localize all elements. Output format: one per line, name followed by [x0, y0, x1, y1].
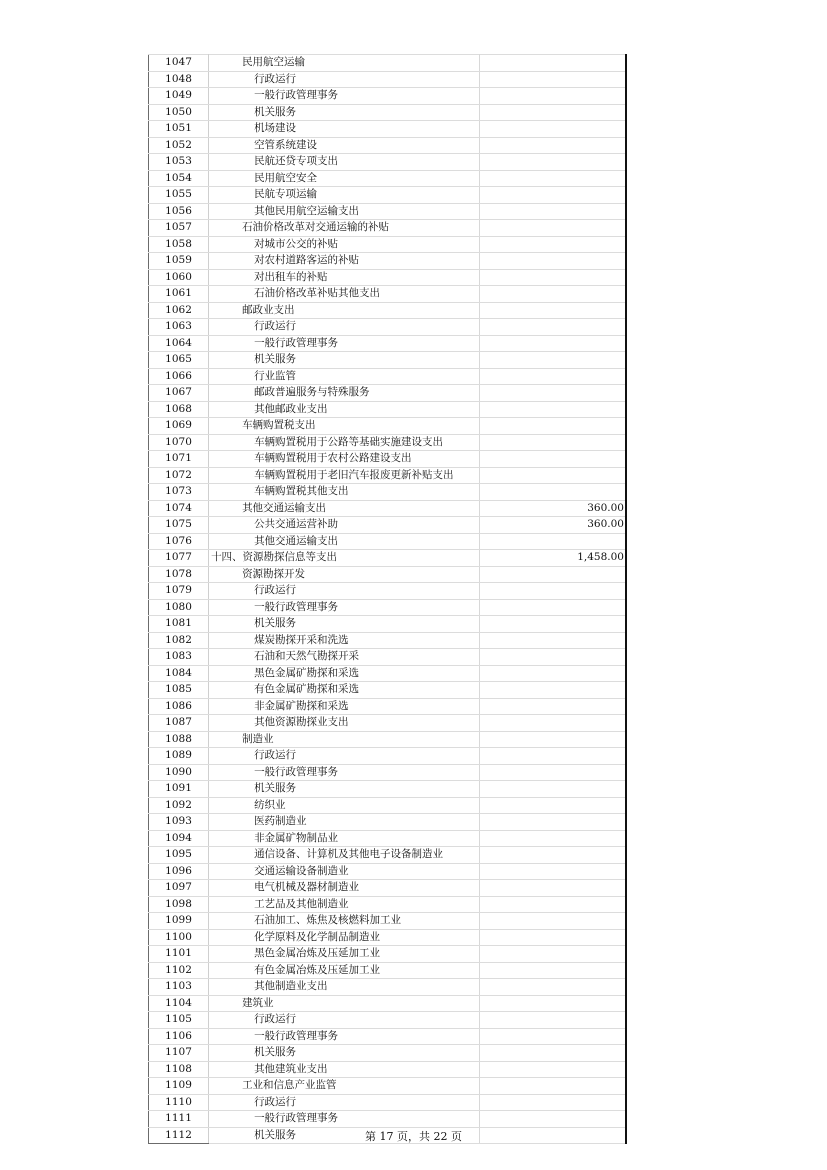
table-row	[149, 550, 627, 567]
table-row	[149, 467, 627, 484]
row-number-cell: 1095	[149, 847, 209, 864]
row-number-cell: 1086	[149, 698, 209, 715]
row-number-cell: 1096	[149, 863, 209, 880]
row-number-cell: 1105	[149, 1012, 209, 1029]
item-name-cell: 邮政业支出	[209, 302, 480, 319]
item-name-cell: 机关服务	[209, 104, 480, 121]
row-number-cell: 1047	[149, 55, 209, 72]
row-number-cell: 1085	[149, 682, 209, 699]
amount-cell	[480, 319, 626, 336]
item-name-cell: 其他民用航空运输支出	[209, 203, 480, 220]
row-number-cell: 1104	[149, 995, 209, 1012]
item-name-cell: 空管系统建设	[209, 137, 480, 154]
table-row	[149, 220, 627, 237]
row-number-cell: 1082	[149, 632, 209, 649]
row-number-cell: 1056	[149, 203, 209, 220]
table-row	[149, 170, 627, 187]
row-number-cell: 1081	[149, 616, 209, 633]
item-name-cell: 煤炭勘探开采和洗选	[209, 632, 480, 649]
item-name-cell: 纺织业	[209, 797, 480, 814]
row-number-cell: 1103	[149, 979, 209, 996]
row-number-cell: 1079	[149, 583, 209, 600]
table-row	[149, 863, 627, 880]
row-number-cell: 1067	[149, 385, 209, 402]
row-number-cell: 1112	[149, 1127, 209, 1144]
item-name-cell: 行政运行	[209, 319, 480, 336]
row-number-cell: 1098	[149, 896, 209, 913]
row-number-cell: 1101	[149, 946, 209, 963]
item-name-cell: 机关服务	[209, 1127, 480, 1144]
amount-cell	[480, 1078, 626, 1095]
row-number-cell: 1110	[149, 1094, 209, 1111]
table-row	[149, 1028, 627, 1045]
amount-cell	[480, 995, 626, 1012]
row-number-cell: 1100	[149, 929, 209, 946]
row-number-cell: 1070	[149, 434, 209, 451]
item-name-cell: 行政运行	[209, 748, 480, 765]
item-name-cell: 工业和信息产业监管	[209, 1078, 480, 1095]
item-name-cell: 其他交通运输支出	[209, 500, 480, 517]
table-row	[149, 616, 627, 633]
amount-cell	[480, 451, 626, 468]
row-number-cell: 1074	[149, 500, 209, 517]
amount-cell	[480, 698, 626, 715]
row-number-cell: 1049	[149, 88, 209, 105]
table-row	[149, 599, 627, 616]
table-row	[149, 203, 627, 220]
amount-cell	[480, 1111, 626, 1128]
item-name-cell: 其他建筑业支出	[209, 1061, 480, 1078]
amount-cell	[480, 1061, 626, 1078]
item-name-cell: 非金属矿物制品业	[209, 830, 480, 847]
item-name-cell: 公共交通运营补助	[209, 517, 480, 534]
row-number-cell: 1066	[149, 368, 209, 385]
table-row	[149, 55, 627, 72]
row-number-cell: 1051	[149, 121, 209, 138]
amount-cell: 1,458.00	[480, 550, 626, 567]
amount-cell	[480, 896, 626, 913]
row-number-cell: 1089	[149, 748, 209, 765]
amount-cell	[480, 764, 626, 781]
amount-cell	[480, 847, 626, 864]
item-name-cell: 其他邮政业支出	[209, 401, 480, 418]
table-row	[149, 1061, 627, 1078]
amount-cell	[480, 616, 626, 633]
table-row	[149, 434, 627, 451]
row-number-cell: 1083	[149, 649, 209, 666]
item-name-cell: 其他交通运输支出	[209, 533, 480, 550]
item-name-cell: 有色金属矿勘探和采选	[209, 682, 480, 699]
item-name-cell: 机关服务	[209, 616, 480, 633]
amount-cell	[480, 665, 626, 682]
row-number-cell: 1048	[149, 71, 209, 88]
item-name-cell: 邮政普遍服务与特殊服务	[209, 385, 480, 402]
row-number-cell: 1065	[149, 352, 209, 369]
table-row	[149, 418, 627, 435]
amount-cell	[480, 368, 626, 385]
amount-cell	[480, 583, 626, 600]
row-number-cell: 1094	[149, 830, 209, 847]
table-row	[149, 385, 627, 402]
budget-table	[148, 54, 627, 1144]
table-row	[149, 995, 627, 1012]
item-name-cell: 石油价格改革对交通运输的补贴	[209, 220, 480, 237]
item-name-cell: 化学原料及化学制品制造业	[209, 929, 480, 946]
table-row	[149, 715, 627, 732]
table-row	[149, 484, 627, 501]
item-name-cell: 机关服务	[209, 352, 480, 369]
table-row	[149, 401, 627, 418]
amount-cell	[480, 946, 626, 963]
table-row	[149, 533, 627, 550]
amount-cell	[480, 104, 626, 121]
table-row	[149, 583, 627, 600]
amount-cell	[480, 1045, 626, 1062]
amount-cell	[480, 979, 626, 996]
table-row	[149, 154, 627, 171]
item-name-cell: 车辆购置税其他支出	[209, 484, 480, 501]
amount-cell	[480, 731, 626, 748]
amount-cell	[480, 220, 626, 237]
amount-cell	[480, 137, 626, 154]
item-name-cell: 行政运行	[209, 1094, 480, 1111]
table-row	[149, 764, 627, 781]
table-row	[149, 88, 627, 105]
table-row	[149, 269, 627, 286]
table-row	[149, 253, 627, 270]
amount-cell	[480, 1028, 626, 1045]
row-number-cell: 1064	[149, 335, 209, 352]
item-name-cell: 一般行政管理事务	[209, 335, 480, 352]
item-name-cell: 行业监管	[209, 368, 480, 385]
row-number-cell: 1106	[149, 1028, 209, 1045]
table-row	[149, 352, 627, 369]
row-number-cell: 1053	[149, 154, 209, 171]
row-number-cell: 1068	[149, 401, 209, 418]
item-name-cell: 十四、资源勘探信息等支出	[209, 550, 480, 567]
table-row	[149, 797, 627, 814]
row-number-cell: 1057	[149, 220, 209, 237]
item-name-cell: 车辆购置税用于公路等基础实施建设支出	[209, 434, 480, 451]
table-row	[149, 121, 627, 138]
item-name-cell: 一般行政管理事务	[209, 764, 480, 781]
row-number-cell: 1055	[149, 187, 209, 204]
amount-cell	[480, 170, 626, 187]
table-row	[149, 286, 627, 303]
amount-cell	[480, 715, 626, 732]
item-name-cell: 对城市公交的补贴	[209, 236, 480, 253]
amount-cell	[480, 484, 626, 501]
item-name-cell: 对农村道路客运的补贴	[209, 253, 480, 270]
item-name-cell: 交通运输设备制造业	[209, 863, 480, 880]
row-number-cell: 1075	[149, 517, 209, 534]
amount-cell	[480, 781, 626, 798]
item-name-cell: 行政运行	[209, 1012, 480, 1029]
table-row	[149, 979, 627, 996]
table-row	[149, 880, 627, 897]
table-row	[149, 682, 627, 699]
row-number-cell: 1109	[149, 1078, 209, 1095]
amount-cell	[480, 187, 626, 204]
row-number-cell: 1092	[149, 797, 209, 814]
row-number-cell: 1059	[149, 253, 209, 270]
item-name-cell: 对出租车的补贴	[209, 269, 480, 286]
table-row	[149, 830, 627, 847]
amount-cell	[480, 682, 626, 699]
amount-cell	[480, 1094, 626, 1111]
item-name-cell: 电气机械及器材制造业	[209, 880, 480, 897]
amount-cell	[480, 467, 626, 484]
row-number-cell: 1061	[149, 286, 209, 303]
item-name-cell: 医药制造业	[209, 814, 480, 831]
table-row	[149, 104, 627, 121]
item-name-cell: 民用航空运输	[209, 55, 480, 72]
item-name-cell: 民航专项运输	[209, 187, 480, 204]
amount-cell	[480, 434, 626, 451]
table-row	[149, 236, 627, 253]
table-row	[149, 1045, 627, 1062]
table-row	[149, 847, 627, 864]
table-body	[149, 55, 627, 1144]
row-number-cell: 1087	[149, 715, 209, 732]
item-name-cell: 车辆购置税用于农村公路建设支出	[209, 451, 480, 468]
row-number-cell: 1102	[149, 962, 209, 979]
item-name-cell: 机关服务	[209, 1045, 480, 1062]
table-row	[149, 929, 627, 946]
item-name-cell: 其他资源勘探业支出	[209, 715, 480, 732]
amount-cell	[480, 797, 626, 814]
amount-cell	[480, 253, 626, 270]
amount-cell	[480, 880, 626, 897]
row-number-cell: 1054	[149, 170, 209, 187]
row-number-cell: 1107	[149, 1045, 209, 1062]
amount-cell	[480, 418, 626, 435]
amount-cell	[480, 632, 626, 649]
row-number-cell: 1099	[149, 913, 209, 930]
row-number-cell: 1088	[149, 731, 209, 748]
item-name-cell: 机关服务	[209, 781, 480, 798]
amount-cell	[480, 55, 626, 72]
amount-cell	[480, 154, 626, 171]
table-row	[149, 698, 627, 715]
amount-cell	[480, 649, 626, 666]
table-row	[149, 368, 627, 385]
item-name-cell: 机场建设	[209, 121, 480, 138]
row-number-cell: 1060	[149, 269, 209, 286]
amount-cell	[480, 814, 626, 831]
amount-cell	[480, 385, 626, 402]
item-name-cell: 一般行政管理事务	[209, 1028, 480, 1045]
item-name-cell: 有色金属冶炼及压延加工业	[209, 962, 480, 979]
item-name-cell: 行政运行	[209, 583, 480, 600]
table-row	[149, 649, 627, 666]
row-number-cell: 1108	[149, 1061, 209, 1078]
table-row	[149, 896, 627, 913]
amount-cell	[480, 566, 626, 583]
item-name-cell: 车辆购置税用于老旧汽车报废更新补贴支出	[209, 467, 480, 484]
amount-cell	[480, 121, 626, 138]
table-row	[149, 1078, 627, 1095]
table-row	[149, 187, 627, 204]
item-name-cell: 一般行政管理事务	[209, 1111, 480, 1128]
row-number-cell: 1093	[149, 814, 209, 831]
item-name-cell: 黑色金属冶炼及压延加工业	[209, 946, 480, 963]
table-row	[149, 748, 627, 765]
amount-cell	[480, 335, 626, 352]
amount-cell	[480, 962, 626, 979]
page-footer: 第 17 页，共 22 页	[365, 1130, 462, 1143]
item-name-cell: 非金属矿勘探和采选	[209, 698, 480, 715]
item-name-cell: 建筑业	[209, 995, 480, 1012]
row-number-cell: 1077	[149, 550, 209, 567]
amount-cell	[480, 203, 626, 220]
table-row	[149, 632, 627, 649]
item-name-cell: 资源勘探开发	[209, 566, 480, 583]
table-row	[149, 302, 627, 319]
amount-cell	[480, 401, 626, 418]
item-name-cell: 行政运行	[209, 71, 480, 88]
amount-cell	[480, 302, 626, 319]
amount-cell	[480, 929, 626, 946]
amount-cell: 360.00	[480, 500, 626, 517]
amount-cell	[480, 71, 626, 88]
row-number-cell: 1084	[149, 665, 209, 682]
table-row	[149, 913, 627, 930]
item-name-cell: 通信设备、计算机及其他电子设备制造业	[209, 847, 480, 864]
table-row	[149, 665, 627, 682]
row-number-cell: 1090	[149, 764, 209, 781]
item-name-cell: 石油和天然气勘探开采	[209, 649, 480, 666]
item-name-cell: 黑色金属矿勘探和采选	[209, 665, 480, 682]
item-name-cell: 民用航空安全	[209, 170, 480, 187]
table-row	[149, 319, 627, 336]
amount-cell	[480, 913, 626, 930]
amount-cell	[480, 88, 626, 105]
row-number-cell: 1078	[149, 566, 209, 583]
table-row	[149, 566, 627, 583]
amount-cell	[480, 533, 626, 550]
row-number-cell: 1058	[149, 236, 209, 253]
item-name-cell: 一般行政管理事务	[209, 599, 480, 616]
row-number-cell: 1111	[149, 1111, 209, 1128]
row-number-cell: 1091	[149, 781, 209, 798]
table-row	[149, 962, 627, 979]
table-row	[149, 71, 627, 88]
item-name-cell: 工艺品及其他制造业	[209, 896, 480, 913]
table-row	[149, 731, 627, 748]
amount-cell	[480, 286, 626, 303]
item-name-cell: 民航还贷专项支出	[209, 154, 480, 171]
amount-cell	[480, 269, 626, 286]
table-row	[149, 500, 627, 517]
item-name-cell: 一般行政管理事务	[209, 88, 480, 105]
row-number-cell: 1072	[149, 467, 209, 484]
amount-cell	[480, 599, 626, 616]
table-row	[149, 946, 627, 963]
item-name-cell: 车辆购置税支出	[209, 418, 480, 435]
table-row	[149, 517, 627, 534]
table-row	[149, 451, 627, 468]
amount-cell	[480, 352, 626, 369]
budget-table-sheet	[148, 54, 627, 1144]
row-number-cell: 1071	[149, 451, 209, 468]
amount-cell	[480, 236, 626, 253]
table-row	[149, 1094, 627, 1111]
row-number-cell: 1069	[149, 418, 209, 435]
item-name-cell: 石油加工、炼焦及核燃料加工业	[209, 913, 480, 930]
row-number-cell: 1062	[149, 302, 209, 319]
amount-cell	[480, 863, 626, 880]
row-number-cell: 1050	[149, 104, 209, 121]
amount-cell	[480, 748, 626, 765]
row-number-cell: 1063	[149, 319, 209, 336]
amount-cell	[480, 1012, 626, 1029]
amount-cell	[480, 830, 626, 847]
table-row	[149, 1012, 627, 1029]
row-number-cell: 1052	[149, 137, 209, 154]
item-name-cell: 制造业	[209, 731, 480, 748]
row-number-cell: 1076	[149, 533, 209, 550]
table-row	[149, 335, 627, 352]
row-number-cell: 1080	[149, 599, 209, 616]
row-number-cell: 1073	[149, 484, 209, 501]
table-row	[149, 781, 627, 798]
table-row	[149, 814, 627, 831]
amount-cell: 360.00	[480, 517, 626, 534]
table-row	[149, 1111, 627, 1128]
item-name-cell: 其他制造业支出	[209, 979, 480, 996]
table-row	[149, 137, 627, 154]
item-name-cell: 石油价格改革补贴其他支出	[209, 286, 480, 303]
row-number-cell: 1097	[149, 880, 209, 897]
